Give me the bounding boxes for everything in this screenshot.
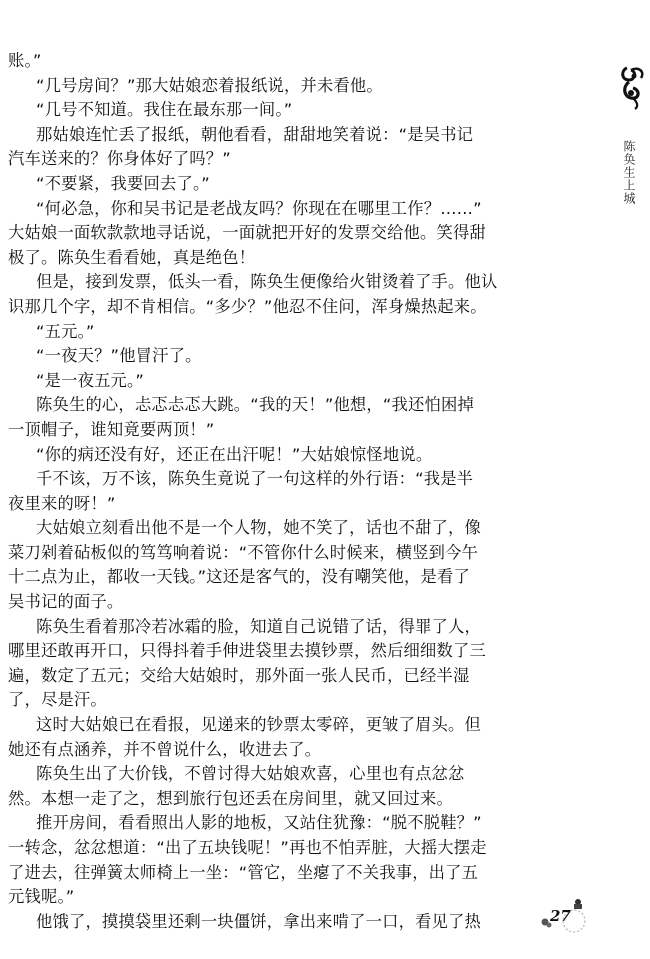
text-line: 一顶帽子，谁知竟要两顶！” [8, 419, 215, 439]
text-line: 夜里来的呀！” [8, 493, 116, 513]
text-line: 哪里还敢再开口，只得抖着手伸进袋里去摸钞票，然后细细数了三 [8, 641, 486, 661]
text-line: 陈奂生出了大价钱，不曾讨得大姑娘欢喜，心里也有点忿忿 [36, 764, 465, 784]
text-line: 识那几个字，却不肯相信。“多少？”他忍不住问，浑身燥热起来。 [8, 296, 487, 316]
text-line: 一转念，忿忿想道：“出了五块钱呢！”再也不怕弄脏，大摇大摆走 [8, 838, 487, 857]
text-line: “你的病还没有好，还正在出汗呢！”大姑娘惊怪地说。 [36, 444, 433, 464]
text-line: “何必急，你和吴书记是老战友吗？你现在在哪里工作？……” [36, 198, 482, 218]
running-title: 陈奂生上城 [622, 140, 636, 205]
text-line: “是一夜五元。” [36, 370, 145, 390]
text-line: 元钱呢。” [8, 887, 75, 907]
text-line: 极了。陈奂生看看她，真是绝色！ [8, 247, 256, 267]
text-line: 了，尽是汗。 [8, 690, 107, 710]
page-number: 27 [550, 907, 571, 925]
text-line: 这时大姑娘已在看报，见递来的钞票太零碎，更皱了眉头。但 [36, 715, 481, 735]
text-line: 十二点为止，都收一天钱。”这还是客气的，没有嘲笑他，是看了 [8, 567, 470, 587]
text-line: “一夜天？”他冒汗了。 [36, 346, 202, 366]
page-body-text [8, 49, 498, 934]
text-line: “不要紧，我要回去了。” [36, 173, 210, 193]
text-line: 账。” [8, 51, 42, 70]
text-line: 那姑娘连忙丢了报纸，朝他看看，甜甜地笑着说：“是吴书记 [36, 124, 474, 144]
text-line: 大姑娘立刻看出他不是一个人物，她不笑了，话也不甜了，像 [36, 518, 481, 538]
text-line: “五元。” [36, 321, 95, 341]
text-line: 千不该，万不该，陈奂生竟说了一句这样的外行语：“我是半 [36, 469, 474, 489]
text-line: 陈奂生的心，忐忑忐忑大跳。“我的天！”他想，“我还怕困掉 [36, 395, 474, 415]
text-line: 汽车送来的？你身体好了吗？” [8, 149, 231, 169]
text-line: 他饿了，摸摸袋里还剩一块僵饼，拿出来啃了一口，看见了热 [36, 911, 481, 931]
text-line: 然。本想一走了之，想到旅行包还丢在房间里，就又回过来。 [8, 788, 453, 808]
text-line: 遍，数定了五元；交给大姑娘时，那外面一张人民币，已经半湿 [8, 665, 470, 685]
text-line: 吴书记的面子。 [8, 592, 124, 612]
text-line: “几号不知道。我住在最东那一间。” [36, 100, 293, 120]
text-line: 推开房间，看看照出人影的地板，又站住犹豫：“脱不脱鞋？” [36, 813, 482, 833]
scroll-ornament-icon [619, 62, 649, 112]
text-line: 了进去，往弹簧太师椅上一坐：“管它，坐瘪了不关我事，出了五 [8, 862, 479, 882]
text-line: 大姑娘一面软款款地寻话说，一面就把开好的发票交给他。笑得甜 [8, 223, 486, 243]
text-line: 她还有点涵养，并不曾说什么，收进去了。 [8, 739, 322, 759]
text-line: “几号房间？”那大姑娘恋着报纸说，并未看他。 [36, 75, 383, 95]
text-line: 但是，接到发票，低头一看，陈奂生便像给火钳烫着了手。他认 [36, 272, 498, 292]
text-line: 菜刀剁着砧板似的笃笃响着说：“不管你什么时候来，横竖到今午 [8, 542, 479, 562]
text-line: 陈奂生看着那冷若冰霜的脸，知道自己说错了话，得罪了人， [36, 616, 481, 636]
page-footer [540, 895, 590, 940]
